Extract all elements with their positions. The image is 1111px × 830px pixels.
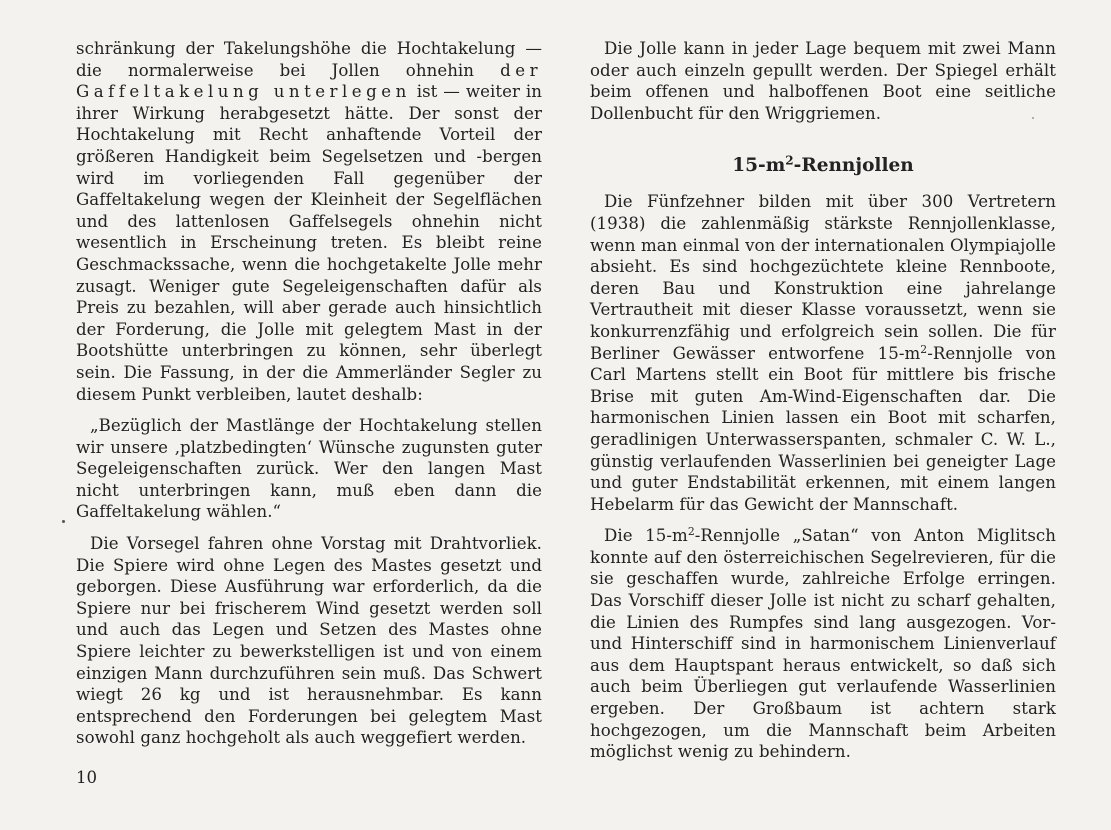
quotation-paragraph: „Bezüglich der Mastlänge der Hochtakelung stellen wir unsere ‚platzbedingten‘ Wünsche zugunsten guter Segeleigenschaften zurück. Wer den langen Mast nicht unterbringen kann, muß eben dann die Gaffeltakelung wählen.“: [76, 416, 542, 522]
spaced-emphasis-text: der Gaffeltakelung unterlegen: [76, 60, 542, 102]
paragraph: [590, 525, 1056, 763]
paragraph-text: -Rennjolle von Carl Martens stellt ein Boot für mittlere bis frische Brise mit guten Am-Wind-Eigenschaften dar. Die harmonischen Linien lassen ein Boot mit scharfen, geradlinigen Unterwasserspanten, schmaler C. W. L., günstig verlaufenden Wasserlinien bei geneigter Lage und guter Endstabilität erkennen, mit einem langen Hebelarm für das Gewicht der Mannschaft.: [590, 343, 1056, 514]
paragraph: Die Vorsegel fahren ohne Vorstag mit Drahtvorliek. Die Spiere wird ohne Legen des Mastes gesetzt und geborgen. Diese Ausführung war erforderlich, da die Spiere nur bei frischerem Wind gesetzt werden soll und auch das Legen und Setzen des Mastes ohne Spiere leichter zu bewerkstelligen ist und von einem einzigen Mann durchzuführen sein muß. Das Schwert wiegt 26 kg und ist herausnehmbar. Es kann entsprechend den Forderungen bei gelegtem Mast sowohl ganz hochgeholt als auch weggefiert werden.: [76, 534, 542, 748]
paragraph: [76, 38, 542, 405]
paragraph: Die Jolle kann in jeder Lage bequem mit zwei Mann oder auch einzeln gepullt werden. Der Spiegel erhält beim offenen und halboffenen Boot eine seitliche Dollenbucht für den Wriggriemen.: [590, 39, 1056, 123]
heading-text: -Rennjollen: [793, 155, 914, 177]
left-column: [76, 38, 542, 749]
print-speck: [62, 520, 65, 523]
paragraph-text: Die 15-m: [604, 526, 688, 546]
print-speck: [1032, 117, 1034, 119]
paragraph-text: schränkung der Takelungshöhe die Hochtakelung — die normalerweise bei Jollen ohnehin: [76, 39, 542, 80]
right-column: [590, 38, 1056, 763]
superscript: 2: [785, 153, 794, 168]
page-number: 10: [76, 768, 98, 787]
superscript: 2: [920, 342, 928, 356]
heading-text: 15-m: [732, 155, 786, 177]
paragraph-text: -Rennjolle „Satan“ von Anton Miglitsch konnte auf den österreichischen Segelrevieren, für die sie geschaffen wurde, zahlreiche Erfolge erringen. Das Vorschiff dieser Jolle ist nicht zu scharf gehalten, die Linien des Rumpfes sind lang ausgezogen. Vor- und Hinterschiff sind in harmonischem Linienverlauf aus dem Hauptspant heraus entwickelt, so daß sich auch beim Überliegen gut verlaufende Wasserlinien ergeben. Der Großbaum ist achtern stark hochgezogen, um die Mannschaft beim Arbeiten möglichst wenig zu behindern.: [590, 526, 1056, 762]
superscript: 2: [687, 525, 695, 539]
paragraph-text: ist — weiter in ihrer Wirkung herabgesetzt hätte. Der sonst der Hochtakelung mit Recht anhaftende Vorteil der größeren Handigkeit beim Segelsetzen und -bergen wird im vorliegenden Fall gegenüber der Gaffeltakelung wegen der Kleinheit der Segelflächen und des lattenlosen Gaffelsegels ohnehin nicht wesentlich in Erscheinung treten. Es bleibt reine Geschmackssache, wenn die hochgetakelte Jolle mehr zusagt. Weniger gute Segeleigenschaften dafür als Preis zu bezahlen, will aber gerade auch hinsichtlich der Forderung, die Jolle mit gelegtem Mast in der Bootshütte unterbringen zu können, sehr überlegt sein. Die Fassung, in der die Ammerländer Segler zu diesem Punkt verbleiben, lautet deshalb:: [76, 82, 542, 404]
section-heading: [590, 155, 1056, 177]
paragraph-text: Die Fünfzehner bilden mit über 300 Vertretern (1938) die zahlenmäßig stärkste Rennjollenklasse, wenn man einmal von der internationalen Olympiajolle absieht. Es sind hochgezüchtete kleine Rennboote, deren Bau und Konstruktion eine jahrelange Vertrautheit mit dieser Klasse voraussetzt, wenn sie konkurrenzfähig und erfolgreich sein sollen. Die für Berliner Gewässer entworfene 15-m: [590, 192, 1056, 363]
paragraph: [590, 191, 1056, 515]
